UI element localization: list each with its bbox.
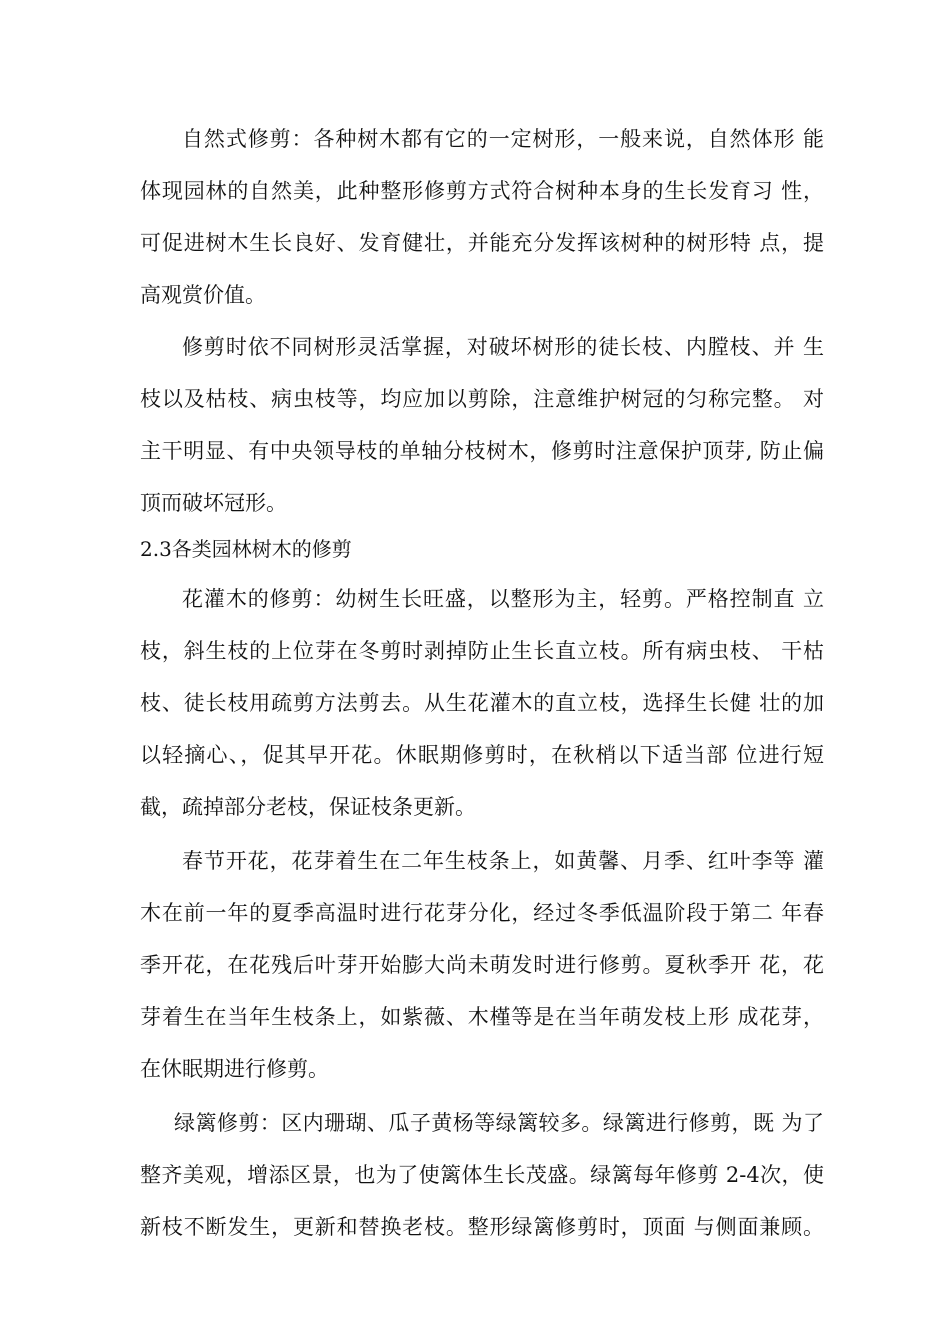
text-line: 修剪时依不同树形灵活掌握，对破坏树形的徒长枝、内膛枝、并 生 <box>182 335 824 359</box>
text-line: 高观赏价值。 <box>140 283 266 307</box>
text-line: 新枝不断发生，更新和替换老枝。整形绿篱修剪时，顶面 与侧面兼顾。 <box>140 1215 824 1239</box>
text-line: 截，疏掉部分老枝，保证枝条更新。 <box>140 795 476 819</box>
text-line: 自然式修剪：各种树木都有它的一定树形，一般来说，自然体形 能 <box>182 127 824 151</box>
text-line: 主干明显、有中央领导枝的单轴分枝树木，修剪时注意保护顶芽, 防止偏 <box>140 439 824 463</box>
text-line: 木在前一年的夏季高温时进行花芽分化，经过冬季低温阶段于第二 年春 <box>140 901 824 925</box>
text-line: 芽着生在当年生枝条上，如紫薇、木槿等是在当年萌发枝上形 成花芽， <box>140 1005 824 1029</box>
text-line: 春节开花，花芽着生在二年生枝条上，如黄馨、月季、红叶李等 灌 <box>182 849 824 873</box>
section-heading: 2.3各类园林树木的修剪 <box>140 537 352 561</box>
text-line: 在休眠期进行修剪。 <box>140 1057 329 1081</box>
text-line: 枝，斜生枝的上位芽在冬剪时剥掉防止生长直立枝。所有病虫枝、 干枯 <box>140 639 824 663</box>
text-line: 体现园林的自然美，此种整形修剪方式符合树种本身的生长发育习 性， <box>140 179 824 203</box>
text-line: 枝以及枯枝、病虫枝等，均应加以剪除，注意维护树冠的匀称完整。 对 <box>140 387 824 411</box>
text-line: 季开花，在花残后叶芽开始膨大尚未萌发时进行修剪。夏秋季开 花，花 <box>140 953 824 977</box>
text-line: 顶而破坏冠形。 <box>140 491 287 515</box>
text-line: 绿篱修剪：区内珊瑚、瓜子黄杨等绿篱较多。绿篱进行修剪，既 为了 <box>174 1111 824 1135</box>
text-line: 整齐美观，增添区景，也为了使篱体生长茂盛。绿篱每年修剪 2-4次，使 <box>140 1163 824 1187</box>
text-line: 可促进树木生长良好、发育健壮，并能充分发挥该树种的树形特 点，提 <box>140 231 824 255</box>
text-line: 以轻摘心、，促其早开花。休眠期修剪时，在秋梢以下适当部 位进行短 <box>140 743 824 767</box>
text-line: 花灌木的修剪：幼树生长旺盛，以整形为主，轻剪。严格控制直 立 <box>182 587 824 611</box>
text-line: 枝、徒长枝用疏剪方法剪去。从生花灌木的直立枝，选择生长健 壮的加 <box>140 691 824 715</box>
